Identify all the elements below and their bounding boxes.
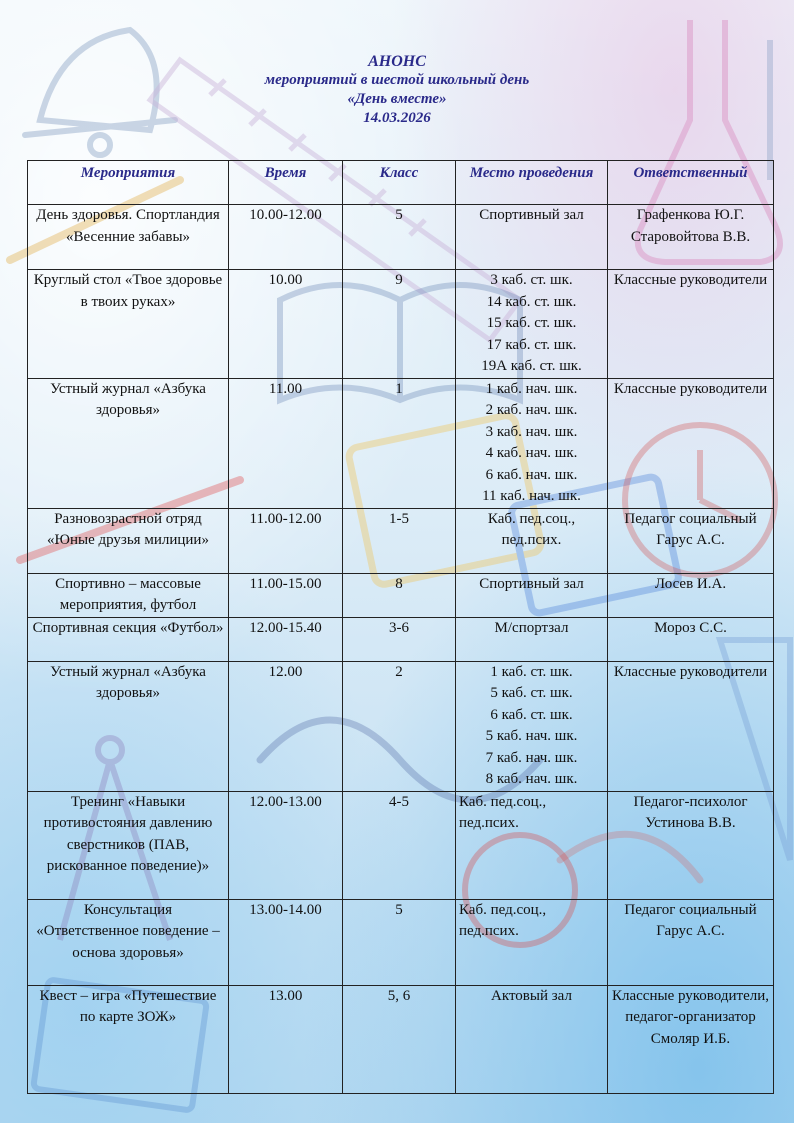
table-row <box>28 617 774 661</box>
event-cell: День здоровья. Спортландия «Весенние забавы» <box>28 205 229 270</box>
time-cell: 12.00-15.40 <box>229 617 343 661</box>
place-line: 5 каб. ст. шк. <box>490 685 573 701</box>
responsible-line: Лосев И.А. <box>654 575 727 592</box>
events-table <box>27 160 774 1094</box>
table-row <box>28 270 774 379</box>
column-header-events: Мероприятия <box>28 161 229 205</box>
column-header-grade: Класс <box>343 161 456 205</box>
time-cell: 13.00 <box>229 985 343 1093</box>
place-cell <box>456 661 608 791</box>
place-line: 1 каб. нач. шк. <box>485 380 578 397</box>
event-cell: Разновозрастной отряд «Юные друзья милиции» <box>28 508 229 573</box>
grade-cell: 9 <box>343 270 456 379</box>
event-cell: Консультация «Ответственное поведение – основа здоровья» <box>28 899 229 985</box>
place-cell <box>456 378 608 508</box>
day-name: «День вместе» <box>347 91 447 107</box>
responsible-cell <box>608 205 774 270</box>
time-cell: 11.00 <box>229 378 343 508</box>
responsible-cell <box>608 573 774 617</box>
place-line: 3 каб. ст. шк. <box>490 272 573 288</box>
place-line: 3 каб. нач. шк. <box>485 423 578 440</box>
responsible-cell <box>608 508 774 573</box>
responsible-line: Классные руководители <box>613 380 768 397</box>
responsible-line: Классные руководители <box>613 663 768 680</box>
responsible-line: Педагог социальный Гарус А.С. <box>624 901 757 939</box>
table-header-row <box>28 161 774 205</box>
announcement-date: 14.03.2026 <box>363 110 431 126</box>
place-cell <box>456 270 608 379</box>
event-cell: Устный журнал «Азбука здоровья» <box>28 661 229 791</box>
place-cell <box>456 617 608 661</box>
place-cell <box>456 508 608 573</box>
place-cell <box>456 985 608 1093</box>
event-cell: Спортивно – массовые мероприятия, футбол <box>28 573 229 617</box>
grade-cell: 1-5 <box>343 508 456 573</box>
place-line: 6 каб. нач. шк. <box>485 466 578 483</box>
place-line: Каб. пед.соц., пед.псих. <box>487 510 576 548</box>
responsible-cell <box>608 270 774 379</box>
place-line: 6 каб. ст. шк. <box>490 706 573 723</box>
grade-cell: 2 <box>343 661 456 791</box>
table-row <box>28 899 774 985</box>
time-cell: 11.00-12.00 <box>229 508 343 573</box>
column-header-responsible: Ответственный <box>608 161 774 205</box>
responsible-line: Графенкова Ю.Г. <box>636 207 745 223</box>
responsible-cell <box>608 791 774 899</box>
grade-cell: 1 <box>343 378 456 508</box>
place-cell <box>456 573 608 617</box>
responsible-cell <box>608 661 774 791</box>
grade-cell: 4-5 <box>343 791 456 899</box>
event-cell: Квест – игра «Путешествие по карте ЗОЖ» <box>28 985 229 1093</box>
announcement-subtitle: мероприятий в шестой школьный день <box>264 72 530 88</box>
place-line: 11 каб. нач. шк. <box>482 488 581 504</box>
responsible-cell <box>608 985 774 1093</box>
place-line: 2 каб. нач. шк. <box>485 402 578 418</box>
time-cell: 12.00 <box>229 661 343 791</box>
responsible-line: Устинова В.В. <box>645 815 736 831</box>
event-cell: Устный журнал «Азбука здоровья» <box>28 378 229 508</box>
table-row <box>28 985 774 1093</box>
responsible-line: Старовойтова В.В. <box>630 228 751 245</box>
table-row <box>28 205 774 270</box>
time-cell: 11.00-15.00 <box>229 573 343 617</box>
responsible-line: Классные руководители <box>613 272 768 288</box>
responsible-line: Педагог-психолог <box>633 793 748 810</box>
place-line: М/спортзал <box>494 619 569 636</box>
table-row <box>28 378 774 508</box>
place-line: 19А каб. ст. шк. <box>481 358 582 374</box>
grade-cell: 8 <box>343 573 456 617</box>
responsible-cell <box>608 899 774 985</box>
event-cell: Спортивная секция «Футбол» <box>28 617 229 661</box>
place-line: Актовый зал <box>491 987 572 1004</box>
place-line: 4 каб. нач. шк. <box>485 445 578 461</box>
grade-cell: 5 <box>343 205 456 270</box>
table-row <box>28 508 774 573</box>
grade-cell: 5 <box>343 899 456 985</box>
grade-cell: 3-6 <box>343 617 456 661</box>
event-cell: Круглый стол «Твое здоровье в твоих руках» <box>28 270 229 379</box>
responsible-line: Классные руководители, педагог-организатор Смоляр И.Б. <box>612 987 769 1047</box>
time-cell: 13.00-14.00 <box>229 899 343 985</box>
event-cell: Тренинг «Навыки противостояния давлению сверстников (ПАВ, рискованное поведение)» <box>28 791 229 899</box>
announcement-header <box>0 52 794 128</box>
responsible-cell <box>608 617 774 661</box>
table-row <box>28 573 774 617</box>
place-line: 14 каб. ст. шк. <box>486 293 577 310</box>
place-cell <box>456 791 608 899</box>
place-line: Спортивный зал <box>479 207 584 223</box>
announcement-title: АНОНС <box>368 53 426 70</box>
place-line: пед.псих. <box>459 815 519 831</box>
responsible-line: Мороз С.С. <box>654 619 727 636</box>
place-line: 5 каб. нач. шк. <box>485 728 578 744</box>
place-line: 17 каб. ст. шк. <box>486 336 577 353</box>
column-header-time: Время <box>229 161 343 205</box>
place-cell <box>456 899 608 985</box>
place-line: 15 каб. ст. шк. <box>486 315 577 331</box>
time-cell: 12.00-13.00 <box>229 791 343 899</box>
responsible-cell <box>608 378 774 508</box>
table-row <box>28 661 774 791</box>
place-line: Каб. пед.соц., <box>459 793 547 810</box>
table-row <box>28 791 774 899</box>
place-line: Каб. пед.соц., <box>459 901 547 918</box>
place-line: Спортивный зал <box>479 575 584 592</box>
time-cell: 10.00 <box>229 270 343 379</box>
place-line: 8 каб. нач. шк. <box>485 771 578 787</box>
grade-cell: 5, 6 <box>343 985 456 1093</box>
time-cell: 10.00-12.00 <box>229 205 343 270</box>
place-line: пед.псих. <box>459 923 519 939</box>
column-header-place: Место проведения <box>456 161 608 205</box>
place-cell <box>456 205 608 270</box>
place-line: 1 каб. ст. шк. <box>490 663 573 680</box>
place-line: 7 каб. нач. шк. <box>485 749 578 766</box>
responsible-line: Педагог социальный Гарус А.С. <box>624 510 757 548</box>
